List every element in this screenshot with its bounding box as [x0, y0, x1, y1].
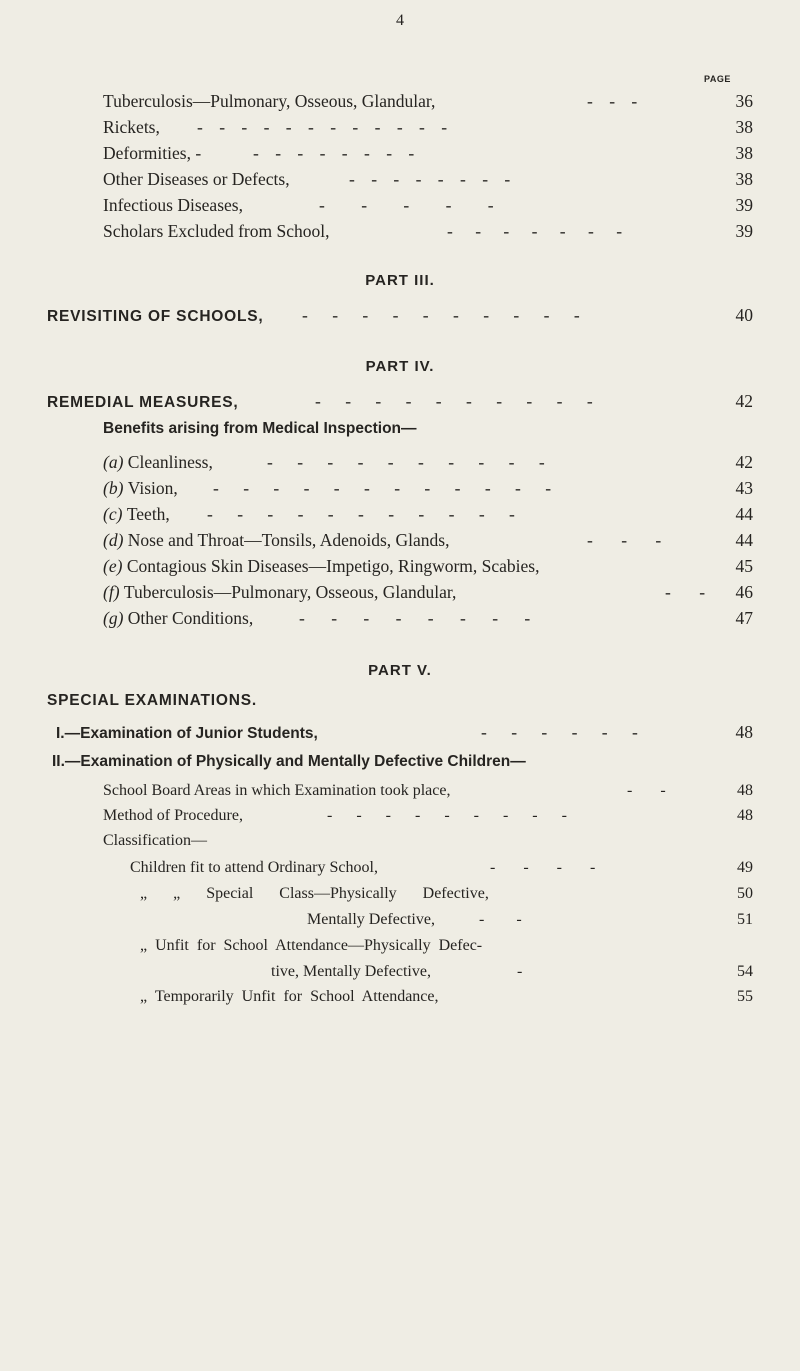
- list-item: [103, 476, 753, 500]
- entry-page: 55: [737, 988, 753, 1005]
- item-letter: (c): [103, 504, 127, 524]
- entry-page: 38: [735, 169, 753, 189]
- entry-text: „ „ Special Class—Physically Defective,: [140, 885, 489, 902]
- part-4-title: REMEDIAL MEASURES,: [47, 394, 239, 411]
- list-item: [103, 779, 753, 803]
- list-item: [103, 554, 753, 578]
- leader-dots: - - - - -: [319, 195, 510, 215]
- list-item: [103, 450, 753, 474]
- item-letter: (d): [103, 530, 128, 550]
- list-item: [103, 804, 753, 828]
- list-item: [103, 89, 753, 113]
- leader-dots: - - - - - - - -: [299, 608, 542, 628]
- item-page: 44: [735, 504, 753, 524]
- entry-page: 48: [737, 807, 753, 824]
- item-text: Contagious Skin Diseases—Impetigo, Ringworm, Scabies,: [126, 556, 540, 576]
- list-item: [271, 960, 753, 984]
- leader-dots: - -: [479, 911, 536, 928]
- item-page: 45: [735, 556, 753, 576]
- leader-dots: - - - - - - - - - -: [302, 305, 590, 325]
- entry-text: Infectious Diseases,: [103, 195, 243, 215]
- page-column-label: PAGE: [704, 74, 731, 84]
- entry-text: Rickets,: [103, 117, 160, 137]
- part-3-title: REVISITING OF SCHOOLS,: [47, 308, 264, 325]
- item-text: Tuberculosis—Pulmonary, Osseous, Glandular,: [123, 582, 457, 602]
- list-item: [103, 528, 753, 552]
- item-page: 42: [735, 452, 753, 472]
- entry-page: 49: [737, 859, 753, 876]
- entry-text: I.—Examination of Junior Students,: [56, 725, 318, 742]
- benefits-heading: Benefits arising from Medical Inspection—: [103, 420, 417, 437]
- item-text: Cleanliness,: [127, 452, 213, 472]
- entry-text: „ Unfit for School Attendance—Physically Defec-: [140, 937, 483, 954]
- part-4-entry: [47, 389, 753, 413]
- entry-text: tive, Mentally Defective,: [271, 963, 431, 980]
- part-4-page: 42: [735, 391, 753, 411]
- list-item: [103, 606, 753, 630]
- entry-page: 54: [737, 963, 753, 980]
- leader-dots: - - -: [587, 91, 644, 111]
- entry-page: 38: [735, 117, 753, 137]
- entry-text: Children fit to attend Ordinary School,: [130, 859, 378, 876]
- part-3-entry: [47, 303, 753, 327]
- list-item: [140, 985, 753, 1009]
- part-5-title: SPECIAL EXAMINATIONS.: [47, 692, 257, 709]
- part-3-page: 40: [735, 305, 753, 325]
- item-text: Vision,: [127, 478, 178, 498]
- entry-text: Tuberculosis—Pulmonary, Osseous, Glandular,: [103, 91, 436, 111]
- list-item: [103, 219, 753, 243]
- entry-text: School Board Areas in which Examination took place,: [103, 782, 451, 799]
- page-number: 4: [396, 12, 404, 29]
- list-item: [103, 502, 753, 526]
- item-page: 44: [735, 530, 753, 550]
- leader-dots: - - - - - - - -: [253, 143, 421, 163]
- leader-dots: - - - - - - - - - -: [315, 391, 603, 411]
- item-text: Teeth,: [126, 504, 170, 524]
- defective-children-entry: [52, 748, 772, 772]
- entry-text: II.—Examination of Physically and Mentally Defective Children—: [52, 753, 526, 770]
- leader-dots: - - - - - - - - -: [327, 807, 577, 824]
- entry-page: 39: [735, 195, 753, 215]
- list-item: [103, 141, 753, 165]
- leader-dots: - - - - - - - -: [349, 169, 517, 189]
- list-item: [103, 193, 753, 217]
- entry-page: 51: [737, 911, 753, 928]
- list-item: [140, 882, 753, 906]
- leader-dots: - - - - - - - - - - - -: [213, 478, 562, 498]
- leader-dots: - - - - - - -: [447, 221, 632, 241]
- list-item: [103, 167, 753, 191]
- part-5-heading: PART V.: [368, 662, 432, 679]
- list-item: [103, 115, 753, 139]
- item-page: 46: [735, 582, 753, 602]
- item-letter: (a): [103, 452, 128, 472]
- list-item: [307, 908, 753, 932]
- list-item: [103, 580, 753, 604]
- leader-dots: - -: [665, 582, 718, 602]
- part-3-heading: PART III.: [365, 272, 435, 289]
- leader-dots: - - -: [587, 530, 674, 550]
- entry-page: 36: [735, 91, 753, 111]
- entry-page: 39: [735, 221, 753, 241]
- item-letter: (f): [103, 582, 124, 602]
- leader-dots: - - - - - -: [481, 722, 648, 742]
- leader-dots: - - - - - - - - - - - -: [197, 117, 454, 137]
- entry-text: Classification—: [103, 832, 207, 849]
- list-item: [103, 829, 753, 853]
- leader-dots: - -: [627, 782, 678, 799]
- junior-students-entry: [56, 720, 753, 744]
- item-letter: (e): [103, 556, 127, 576]
- leader-dots: -: [517, 963, 529, 980]
- entry-text: Other Diseases or Defects,: [103, 169, 290, 189]
- leader-dots: - - - - - - - - - - -: [207, 504, 525, 524]
- entry-text: Mentally Defective,: [307, 911, 435, 928]
- item-letter: (b): [103, 478, 128, 498]
- entry-text: „ Temporarily Unfit for School Attendance,: [140, 988, 439, 1005]
- entry-text: Scholars Excluded from School,: [103, 221, 330, 241]
- entry-page: 48: [735, 722, 753, 742]
- entry-page: 48: [737, 782, 753, 799]
- leader-dots: - - - - - - - - - -: [267, 452, 555, 472]
- entry-page: 38: [735, 143, 753, 163]
- item-text: Other Conditions,: [127, 608, 254, 628]
- item-page: 43: [735, 478, 753, 498]
- list-item: [130, 856, 753, 880]
- list-item: [140, 934, 753, 958]
- item-letter: (g): [103, 608, 128, 628]
- entry-page: 50: [737, 885, 753, 902]
- item-page: 47: [735, 608, 753, 628]
- entry-text: Deformities, -: [103, 143, 202, 163]
- item-text: Nose and Throat—Tonsils, Adenoids, Glands,: [127, 530, 450, 550]
- part-4-heading: PART IV.: [365, 358, 435, 375]
- leader-dots: - - - -: [490, 859, 608, 876]
- entry-text: Method of Procedure,: [103, 807, 243, 824]
